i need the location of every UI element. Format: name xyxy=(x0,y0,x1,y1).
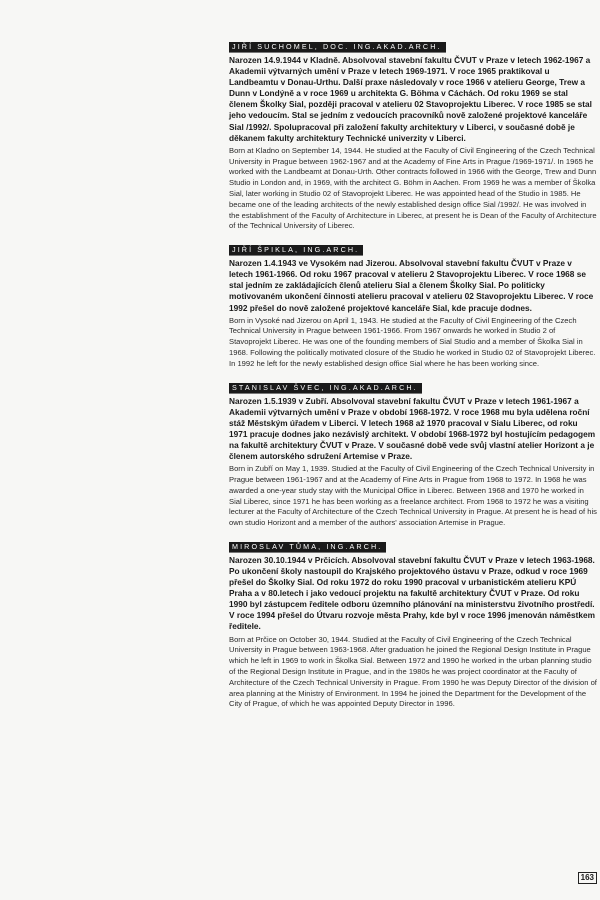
czech-biography: Narozen 1.5.1939 v Zubří. Absolvoval stavební fakultu ČVUT v Praze v letech 1961-1967 a Akademii výtvarných umění v Praze v období 1968-1972. V roce 1968 mu byla udělena roční stáž Městským úřadem v Liberci. V letech 1968 až 1970 pracoval v Sialu Liberec, od roku 1971 pracuje dodnes jako nezávislý architekt. V období 1968-1972 byl hostujícím pedagogem na fakultě architektury ČVUT v Praze. V současné době vede svůj vlastní atelier Horizont a je členem autorského sdružení Artemise v Praze. xyxy=(229,395,596,462)
biography-svec xyxy=(229,377,598,529)
architect-name-heading: JIŘÍ SUCHOMEL, DOC. ING.AKAD.ARCH. xyxy=(229,42,446,53)
czech-biography: Narozen 1.4.1943 ve Vysokém nad Jizerou. Absolvoval stavební fakultu ČVUT v Praze v letech 1961-1966. Od roku 1967 pracoval v atelieru 2 Stavoprojektu Liberec. V roce 1968 se stal jedním ze zakládajících členů atelieru Sial a členem Školky Sial. Po politicky motivovaném ukončení činnosti atelieru pracoval v atelieru 02 Stavoprojektu Liberec. V roce 1992 přešel do nově založené projektové kanceláře Sial, kde pracuje dodnes. xyxy=(229,258,594,313)
english-biography: Born at Prčice on October 30, 1944. Studied at the Faculty of Civil Engineering of the Czech Technical University in Prague between 1963-1968. After graduation he joined the Regional Design Institute in Prague which he left in 1969 to work in Školka Sial. Between 1972 and 1990 he worked in the urban planning studio of the Regional Design Institute in Prague, and in the 1980s he was project coordinator at the Faculty of Architecture of the Czech Technical University in Prague. From 1990 he was Deputy Director of the division of area planning at the Ministry of Environment. In 1994 he joined the Department for the Development of the City of Prague, of which he was appointed Deputy Director in 1996. xyxy=(229,634,597,709)
architect-name-heading: MIROSLAV TŮMA, ING.ARCH. xyxy=(229,542,386,553)
architect-name-heading: STANISLAV ŠVEC, ING.AKAD.ARCH. xyxy=(229,383,422,394)
czech-biography: Narozen 14.9.1944 v Kladně. Absolvoval stavební fakultu ČVUT v Praze v letech 1962-1967 a Akademii výtvarných umění v Praze v letech 1969-1971. V roce 1965 praktikoval u Landbeamtu v Donau-Urthu. Další praxe následovaly v roce 1966 v atelieru George, Trew a Dunn v Londýně a v roce 1969 u architekta G. Böhma v Cáchách. Od roku 1969 se stal členem Školky Sial, později pracoval v atelieru 02 Stavoprojektu Liberec. V roce 1985 se stal jeho vedoucím. Stal se jedním z vedoucích pracovníků nově založené projektové kanceláře Sial /1992/. Spolupracoval při založení fakulty architektury v Liberci, v současné době je děkanem fakulty architektury Technické univerzity v Liberci. xyxy=(229,55,592,143)
english-biography: Born in Zubří on May 1, 1939. Studied at the Faculty of Civil Engineering of the Czech Technical University in Prague between 1961-1967 and at the Academy of Fine Arts in Prague from 1968 to 1972. In 1968 he was awarded a one-year study stay with the Municipal Office in Liberec. Between 1968 and 1970 he worked in Sial Liberec, since 1971 he has been working as a freelance architect. From 1968 to 1972 he was a visiting lecturer at the Faculty of Architecture of the Czech Technical University in Prague. At present he is head of his own studio Horizont and a member of the authors' association Artemise in Prague. xyxy=(229,464,597,528)
english-biography: Born in Vysoké nad Jizerou on April 1, 1943. He studied at the Faculty of Civil Engineering of the Czech Technical University in Prague between 1961-1966. From 1967 onwards he worked in Studio 2 of Stavoprojekt Liberec. He was one of the founding members of Sial Studio and a member of Školka Sial in 1968. Following the politically motivated closure of the Studio he worked in Studio 02 of Stavoprojekt Liberec. In 1992 he left for the newly established design office Sial where he has been working since. xyxy=(229,315,596,368)
biography-tuma xyxy=(229,536,598,710)
biography-spikla xyxy=(229,239,598,369)
czech-biography: Narozen 30.10.1944 v Prčicích. Absolvoval stavební fakultu ČVUT v Praze v letech 1963-1968. Po ukončení školy nastoupil do Krajského projektového ústavu v Praze, odkud v roce 1969 přešel do Školky Sial. Od roku 1972 do roku 1990 pracoval v urbanistickém atelieru KPÚ Praha a v 80.letech i jako vedoucí projektu na fakultě architektury ČVUT v Praze. Od roku 1990 byl zástupcem ředitele odboru územního plánování na ministerstvu životního prostředí. V roce 1994 přešel do Útvaru rozvoje města Prahy, kde byl v roce 1996 jmenován náměstkem ředitele. xyxy=(229,554,596,632)
page-number: 163 xyxy=(578,872,597,884)
biography-suchomel xyxy=(229,36,598,232)
english-biography: Born at Kladno on September 14, 1944. He studied at the Faculty of Civil Engineering of the Czech Technical University in Prague between 1962-1967 and at the Academy of Fine Arts in Prague /1969-1971/. In 1965 he worked with the Landbeamt at Donau-Urth. Other contracts followed in 1966 with the George, Trew and Dunn Studio in London and, in 1969, with the architect G. Böhm in Aachen. From 1969 he was a member of Školka Sial, later working in Studio 02 of Stavoprojekt Liberec. He was appointed head of the Studio in 1985. He became one of the leading architects of the newly established design office Sial /1992/. He was involved in the establishment of the Faculty of Architecture in Liberec, at present he is Dean of the Faculty of Architecture of the Technical University of Liberec. xyxy=(229,145,597,231)
architect-name-heading: JIŘÍ ŠPIKLA, ING.ARCH. xyxy=(229,245,363,256)
biography-column xyxy=(229,36,598,717)
